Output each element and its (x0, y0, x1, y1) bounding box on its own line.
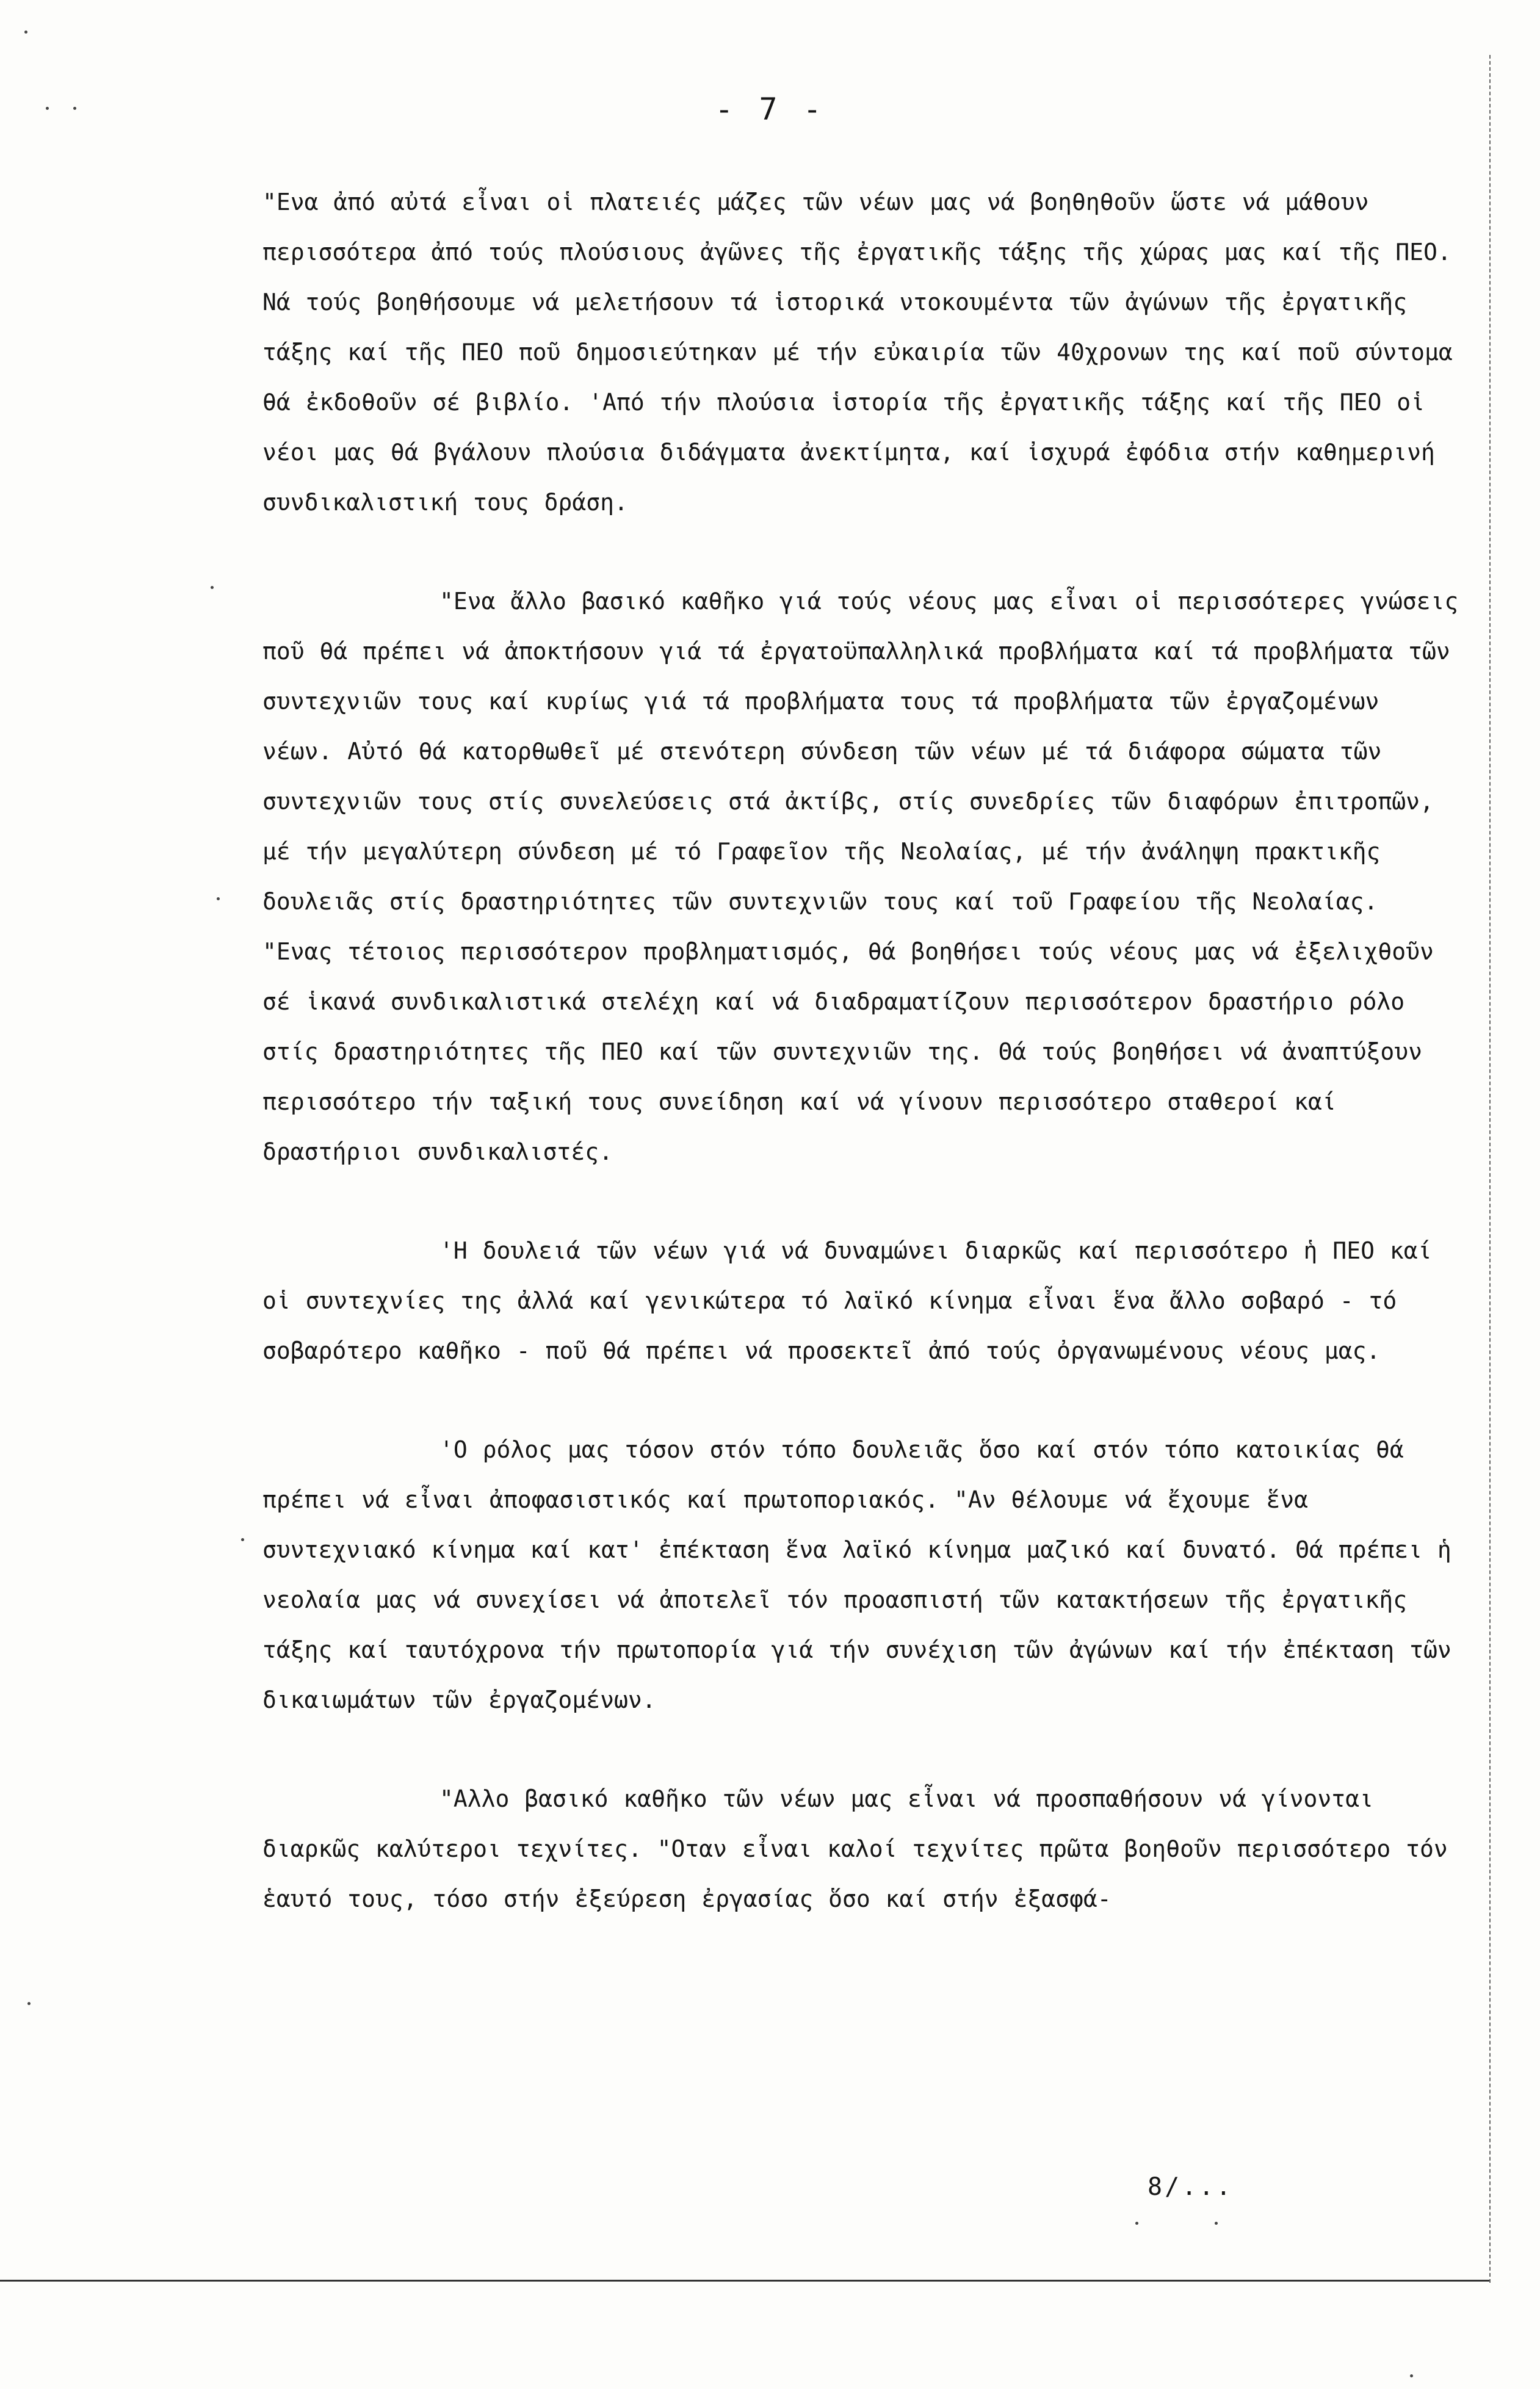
scan-speck (1215, 2222, 1218, 2225)
scan-speck (24, 31, 27, 34)
continuation-marker: 8/... (1148, 2173, 1234, 2201)
scan-speck (46, 107, 49, 110)
margin-line (1489, 55, 1491, 2283)
document-body (262, 177, 1459, 1973)
bottom-rule (0, 2280, 1489, 2282)
page-number: - 7 - (715, 92, 825, 127)
scan-speck (211, 586, 214, 589)
paragraph-5: "Αλλο βασικό καθῆκο τῶν νέων μας εἶναι νά προσπαθήσουν νά γίνονται διαρκῶς καλύτεροι τεχνίτες. "Οταν εἶναι καλοί τεχνίτες πρῶτα βοηθοῦν περισσότερο τόν ἑαυτό τους, τόσο στήν ἐξεύρεση ἐργασίας ὅσο καί στήν ἐξασφά- (262, 1785, 1448, 1912)
paragraph-3: 'Η δουλειά τῶν νέων γιά νά δυναμώνει διαρκῶς καί περισσότερο ἡ ΠΕΟ καί οἱ συντεχνίες της ἀλλά καί γενικώτερα τό λαϊκό κίνημα εἶναι ἕνα ἄλλο σοβαρό - τό σοβαρότερο καθῆκο - ποῦ θά πρέπει νά προσεκτεῖ ἀπό τούς ὀργανωμένους νέους μας. (262, 1237, 1432, 1364)
scan-speck (27, 2002, 31, 2005)
paragraph-4: 'Ο ρόλος μας τόσον στόν τόπο δουλειᾶς ὅσο καί στόν τόπο κατοικίας θά πρέπει νά εἶναι ἀποφασιστικός καί πρωτοποριακός. "Αν θέλουμε νά ἔχουμε ἕνα συντεχνιακό κίνημα καί κατ' ἐπέκταση ἕνα λαϊκό κίνημα μαζικό καί δυνατό. Θά πρέπει ἡ νεολαία μας νά συνεχίσει νά ἀποτελεῖ τόν προασπιστή τῶν κατακτήσεων τῆς ἐργατικῆς τάξης καί ταυτόχρονα τήν πρωτοπορία γιά τήν συνέχιση τῶν ἀγώνων καί τήν ἐπέκταση τῶν δικαιωμάτων τῶν ἐργαζομένων. (262, 1436, 1451, 1713)
scan-speck (217, 897, 220, 900)
scan-speck (73, 107, 76, 110)
paragraph-1: "Ενα ἀπό αὐτά εἶναι οἱ πλατειές μάζες τῶν νέων μας νά βοηθηθοῦν ὥστε νά μάθουν περισσότερα ἀπό τούς πλούσιους ἀγῶνες τῆς ἐργατικῆς τάξης τῆς χώρας μας καί τῆς ΠΕΟ. Νά τούς βοηθήσουμε νά μελετήσουν τά ἱστορικά ντοκουμέντα τῶν ἀγώνων τῆς ἐργατικῆς τάξης καί τῆς ΠΕΟ ποῦ δημοσιεύτηκαν μέ τήν εὐκαιρία τῶν 40χρονων της καί ποῦ σύντομα θά ἐκδοθοῦν σέ βιβλίο. 'Από τήν πλούσια ἱστορία τῆς ἐργατικῆς τάξης καί τῆς ΠΕΟ οἱ νέοι μας θά βγάλουν πλούσια διδάγματα ἀνεκτίμητα, καί ἰσχυρά ἐφόδια στήν καθημερινή συνδικαλιστική τους δράση. (262, 189, 1453, 516)
scan-speck (1410, 2374, 1413, 2377)
paragraph-2: "Ενα ἄλλο βασικό καθῆκο γιά τούς νέους μας εἶναι οἱ περισσότερες γνώσεις ποῦ θά πρέπει νά ἀποκτήσουν γιά τά ἐργατοϋπαλληλικά προβλήματα καί τά προβλήματα τῶν συντεχνιῶν τους καί κυρίως γιά τά προβλήματα τους τά προβλήματα τῶν ἐργαζομένων νέων. Αὐτό θά κατορθωθεῖ μέ στενότερη σύνδεση τῶν νέων μέ τά διάφορα σώματα τῶν συντεχνιῶν τους στίς συνελεύσεις στά ἀκτίβς, στίς συνεδρίες τῶν διαφόρων ἐπιτροπῶν, μέ τήν μεγαλύτερη σύνδεση μέ τό Γραφεῖον τῆς Νεολαίας, μέ τήν ἀνάληψη πρακτικῆς δουλειᾶς στίς δραστηριότητες τῶν συντεχνιῶν τους καί τοῦ Γραφείου τῆς Νεολαίας. "Ενας τέτοιος περισσότερον προβληματισμός, θά βοηθήσει τούς νέους μας νά ἐξελιχθοῦν σέ ἱκανά συνδικαλιστικά στελέχη καί νά διαδραματίζουν περισσότερον δραστήριο ρόλο στίς δραστηριότητες τῆς ΠΕΟ καί τῶν συντεχνιῶν της. Θά τούς βοηθήσει νά ἀναπτύξουν περισσότερο τήν ταξική τους συνείδηση καί νά γίνουν περισσότερο σταθεροί καί δραστήριοι συνδικαλιστές. (262, 588, 1459, 1165)
scan-speck (1135, 2222, 1138, 2225)
scan-speck (241, 1538, 244, 1541)
